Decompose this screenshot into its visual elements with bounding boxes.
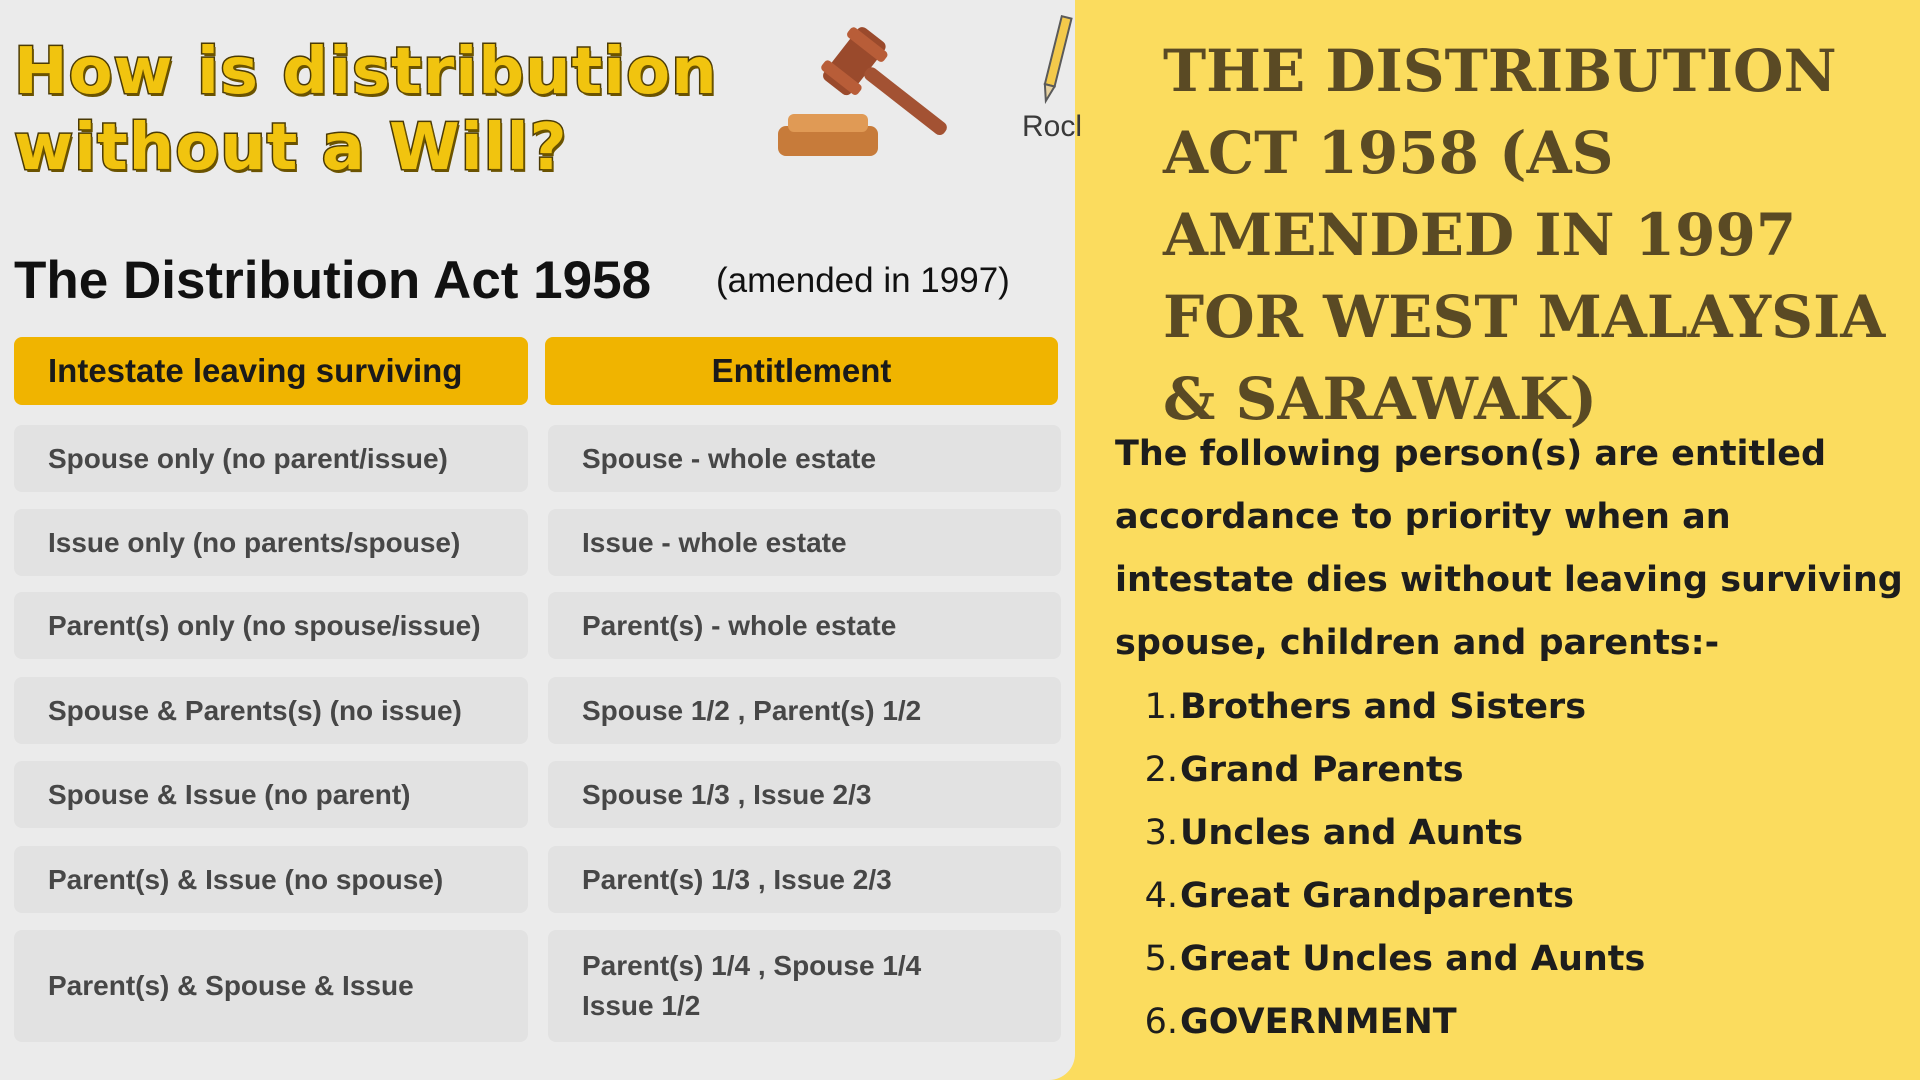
table-row [0,425,1075,492]
entitlement-cell [548,677,1061,744]
entitlement-text: Parent(s) - whole estate [582,609,897,641]
priority-list [1115,675,1905,1053]
entitlement-cell [548,846,1061,913]
list-item [1115,738,1905,801]
list-item [1115,864,1905,927]
heading-line: without a Will? [14,111,568,185]
surviving-cell: Parent(s) & Issue (no spouse) [14,846,528,913]
entitlement-cell [548,592,1061,659]
act-title: The Distribution Act 1958 [14,251,652,310]
list-label: Great Grandparents [1180,875,1574,916]
list-label: Brothers and Sisters [1180,686,1587,727]
gavel-icon [778,8,968,168]
entitlement-cell [548,509,1061,576]
surviving-cell: Spouse & Issue (no parent) [14,761,528,828]
table-header-entitlement: Entitlement [545,337,1058,405]
entitlement-text: Spouse - whole estate [582,442,877,474]
entitlement-text: Parent(s) 1/3 , Issue 2/3 [582,863,892,895]
pencil-icon [1036,6,1076,106]
infographic-heading [14,34,734,186]
list-item [1115,927,1905,990]
list-item [1115,801,1905,864]
table-row [0,592,1075,659]
brand-text: Rocl [1022,110,1083,143]
list-label: Great Uncles and Aunts [1180,938,1646,979]
slide-title: THE DISTRIBUTION ACT 1958 (AS AMENDED IN 1997 FOR WEST MALAYSIA & SARAWAK) [1163,37,1886,433]
list-number: 1. [1144,686,1178,727]
table-header-surviving: Intestate leaving surviving [14,337,528,405]
list-label: GOVERNMENT [1180,1001,1457,1042]
entitlement-cell [548,425,1061,492]
list-number: 3. [1144,812,1178,853]
entitlement-cell [548,930,1061,1042]
entitlement-text: Spouse 1/2 , Parent(s) 1/2 [582,694,922,726]
intro-paragraph: The following person(s) are entitled accordance to priority when an intestate dies without leaving surviving spouse, children and parents:- [1115,434,1903,663]
table-row [0,761,1075,828]
surviving-cell: Parent(s) & Spouse & Issue [14,930,528,1042]
list-item [1115,990,1905,1053]
entitlement-text: Spouse 1/3 , Issue 2/3 [582,778,872,810]
list-number: 2. [1144,749,1178,790]
list-item [1115,675,1905,738]
list-label: Grand Parents [1180,749,1464,790]
list-number: 4. [1144,875,1178,916]
surviving-cell: Issue only (no parents/spouse) [14,509,528,576]
list-number: 5. [1144,938,1178,979]
surviving-cell: Spouse & Parents(s) (no issue) [14,677,528,744]
table-row [0,846,1075,913]
list-number: 6. [1144,1001,1178,1042]
table-row [0,930,1075,1042]
table-row [0,677,1075,744]
entitlement-cell [548,761,1061,828]
surviving-cell: Spouse only (no parent/issue) [14,425,528,492]
entitlement-text: Issue - whole estate [582,526,847,558]
heading-line: How is distribution [14,35,718,109]
table-row [0,509,1075,576]
surviving-cell: Parent(s) only (no spouse/issue) [14,592,528,659]
entitlement-text: Parent(s) 1/4 , Spouse 1/4 Issue 1/2 [582,950,922,1021]
list-label: Uncles and Aunts [1180,812,1524,853]
act-subtitle: (amended in 1997) [716,261,1010,300]
